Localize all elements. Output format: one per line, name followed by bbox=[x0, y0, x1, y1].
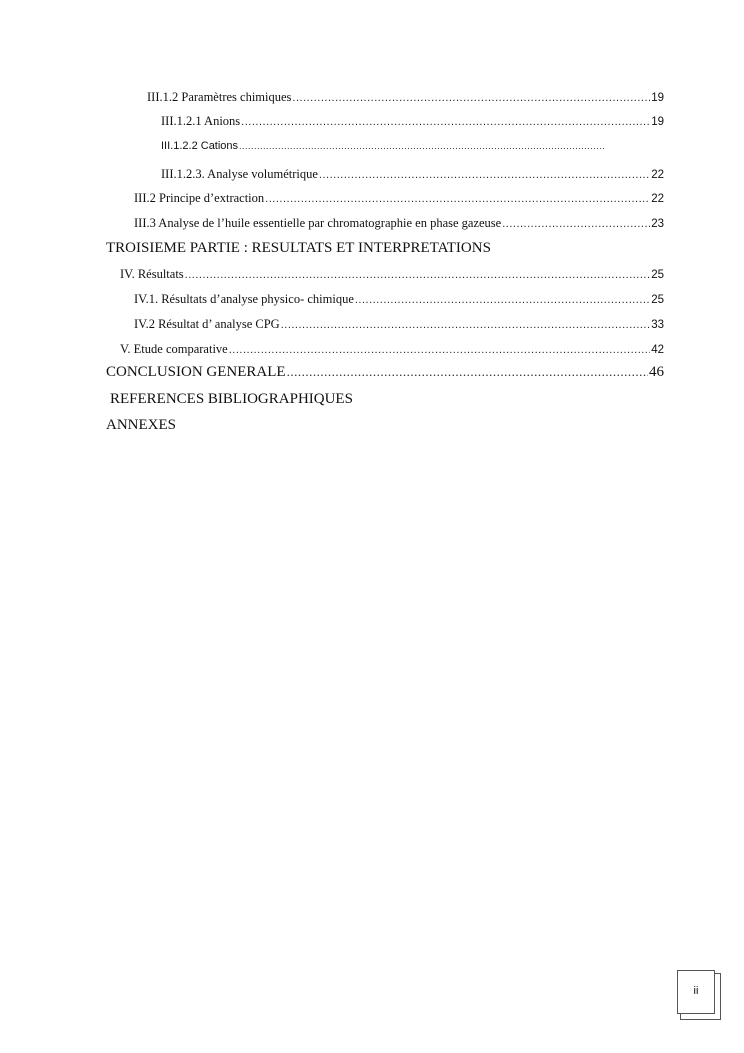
toc-dot-leader bbox=[239, 138, 606, 154]
toc-entry-label: III.1.2.2 Cations bbox=[161, 140, 239, 152]
toc-entry[interactable] bbox=[106, 364, 664, 380]
page-number-box bbox=[677, 970, 715, 1014]
toc-entry-page: 22 bbox=[651, 169, 664, 181]
toc-entry-page: 19 bbox=[651, 116, 664, 128]
toc-entry-page: 25 bbox=[651, 269, 664, 281]
toc-entry-page: 33 bbox=[651, 319, 664, 331]
toc-entry-label: IV.2 Résultat d’ analyse CPG bbox=[134, 317, 280, 331]
toc-entry[interactable] bbox=[161, 113, 664, 130]
toc-entry[interactable] bbox=[147, 89, 664, 106]
toc-entry-label: III.2 Principe d’extraction bbox=[134, 191, 265, 205]
toc-dot-leader bbox=[287, 364, 648, 380]
toc-entry[interactable] bbox=[134, 291, 664, 308]
toc-entry-label: IV. Résultats bbox=[120, 267, 184, 281]
toc-entry-label: III.1.2.1 Anions bbox=[161, 114, 241, 128]
toc-entry-label: CONCLUSION GENERALE bbox=[106, 364, 286, 380]
toc-entry[interactable] bbox=[134, 190, 664, 207]
toc-dot-leader bbox=[355, 292, 650, 308]
toc-entry[interactable] bbox=[161, 166, 664, 183]
toc-entry-page: 42 bbox=[651, 344, 664, 356]
toc-dot-leader bbox=[229, 342, 650, 358]
toc-entry-label: III.3 Analyse de l’huile essentielle par chromatographie en phase gazeuse bbox=[134, 216, 502, 230]
toc-entry-label: IV.1. Résultats d’analyse physico- chimique bbox=[134, 292, 354, 306]
toc-dot-leader bbox=[319, 167, 650, 183]
toc-entry-page: 23 bbox=[651, 218, 664, 230]
toc-entry[interactable] bbox=[134, 316, 664, 333]
toc-entry[interactable] bbox=[134, 215, 664, 232]
toc-entry[interactable] bbox=[120, 266, 664, 283]
toc-dot-leader bbox=[185, 267, 651, 283]
toc-annexes-heading[interactable]: ANNEXES bbox=[106, 417, 176, 433]
page-number: ii bbox=[693, 985, 699, 997]
toc-dot-leader bbox=[281, 317, 651, 333]
toc-entry-label: III.1.2 Paramètres chimiques bbox=[147, 90, 292, 104]
toc-entry-page: 19 bbox=[651, 92, 664, 104]
toc-dot-leader bbox=[292, 90, 650, 106]
toc-entry-label: V. Etude comparative bbox=[120, 342, 228, 356]
toc-entry-page: 22 bbox=[651, 193, 664, 205]
toc-entry-page: 46 bbox=[649, 364, 664, 380]
toc-part-heading[interactable]: TROISIEME PARTIE : RESULTATS ET INTERPRETATIONS bbox=[106, 240, 491, 256]
toc-dot-leader bbox=[265, 191, 650, 207]
toc-references-heading[interactable]: REFERENCES BIBLIOGRAPHIQUES bbox=[110, 391, 353, 407]
toc-dot-leader bbox=[241, 114, 650, 130]
toc-dot-leader bbox=[502, 216, 650, 232]
toc-entry-label: III.1.2.3. Analyse volumétrique bbox=[161, 167, 318, 181]
toc-entry[interactable] bbox=[161, 138, 607, 154]
toc-entry[interactable] bbox=[120, 341, 664, 358]
toc-entry-page: 25 bbox=[651, 294, 664, 306]
